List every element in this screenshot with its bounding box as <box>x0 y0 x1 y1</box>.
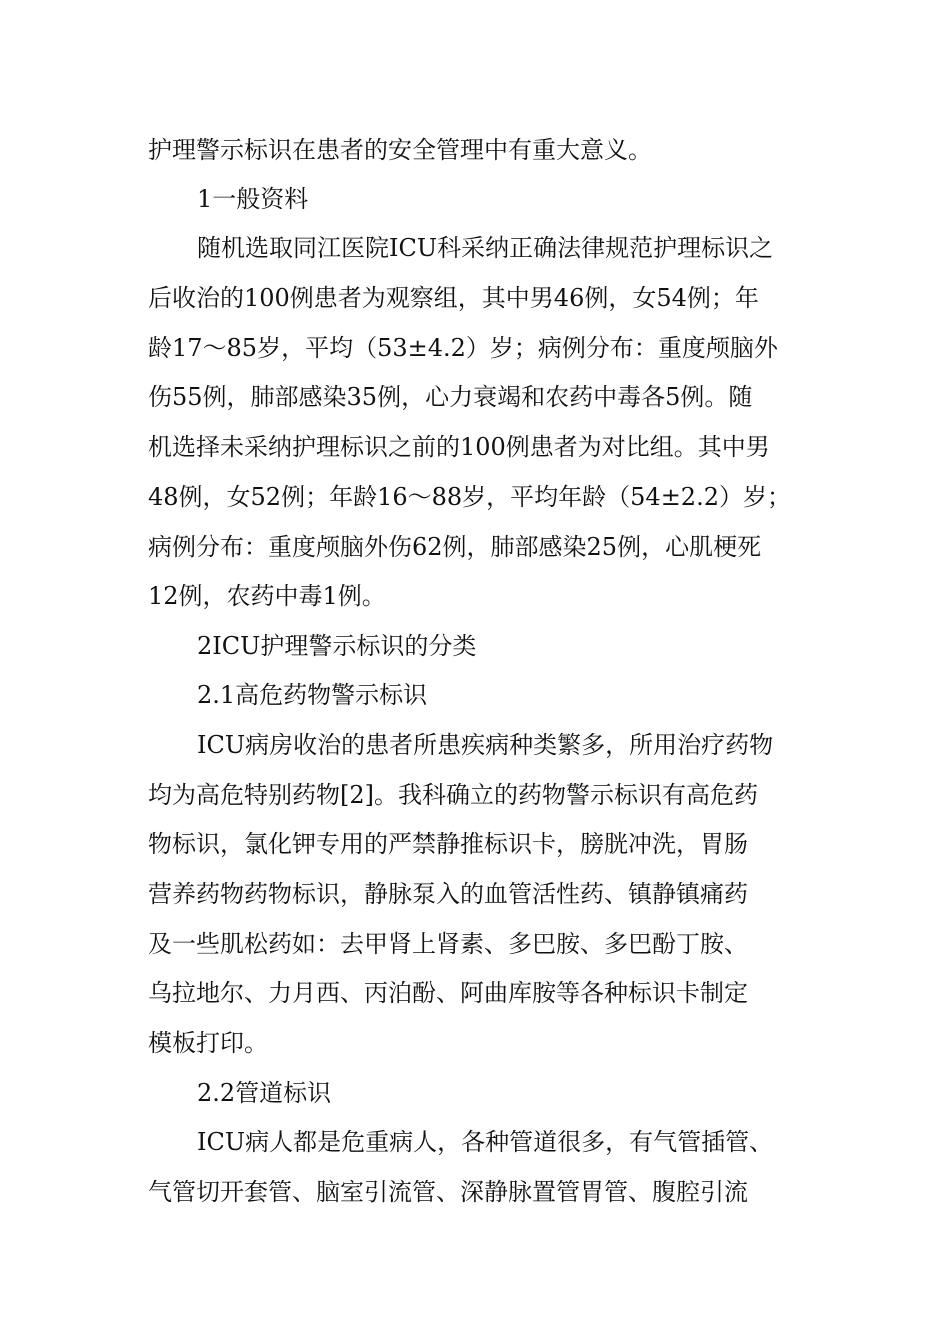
paragraph-line: 乌拉地尔、力月西、丙泊酚、阿曲库胺等各种标识卡制定 <box>148 979 748 1007</box>
paragraph-line: 后收治的100例患者为观察组，其中男46例，女54例；年 <box>148 284 759 312</box>
paragraph-line: 均为高危特别药物[2]。我科确立的药物警示标识有高危药 <box>148 781 758 809</box>
paragraph-line: 48例，女52例；年龄16～88岁，平均年龄（54±2.2）岁； <box>148 483 791 511</box>
paragraph-line: ICU病房收治的患者所患疾病种类繁多，所用治疗药物 <box>197 731 774 759</box>
subsection-heading: 2.2管道标识 <box>197 1079 332 1107</box>
paragraph-line: 12例，农药中毒1例。 <box>148 582 386 610</box>
paragraph-line: 病例分布：重度颅脑外伤62例，肺部感染25例，心肌梗死 <box>148 533 762 561</box>
paragraph-line: 及一些肌松药如：去甲肾上肾素、多巴胺、多巴酚丁胺、 <box>148 930 748 958</box>
section-heading: 2ICU护理警示标识的分类 <box>197 632 477 660</box>
paragraph-line: 物标识，氯化钾专用的严禁静推标识卡，膀胱冲洗，胃肠 <box>148 830 748 858</box>
paragraph-line: ICU病人都是危重病人，各种管道很多，有气管插管、 <box>197 1128 774 1156</box>
paragraph-line: 伤55例，肺部感染35例，心力衰竭和农药中毒各5例。随 <box>148 383 753 411</box>
section-heading: 1一般资料 <box>197 185 309 213</box>
paragraph-line: 机选择未采纳护理标识之前的100例患者为对比组。其中男 <box>148 433 770 461</box>
paragraph-line: 模板打印。 <box>148 1029 268 1057</box>
paragraph-line: 护理警示标识在患者的安全管理中有重大意义。 <box>148 136 652 164</box>
subsection-heading: 2.1高危药物警示标识 <box>197 681 428 709</box>
paragraph-line: 气管切开套管、脑室引流管、深静脉置管胃管、腹腔引流 <box>148 1178 748 1206</box>
paragraph-line: 营养药物药物标识，静脉泵入的血管活性药、镇静镇痛药 <box>148 880 748 908</box>
paragraph-line: 龄17～85岁，平均（53±4.2）岁；病例分布：重度颅脑外 <box>148 334 778 362</box>
paragraph-line: 随机选取同江医院ICU科采纳正确法律规范护理标识之 <box>197 234 774 262</box>
